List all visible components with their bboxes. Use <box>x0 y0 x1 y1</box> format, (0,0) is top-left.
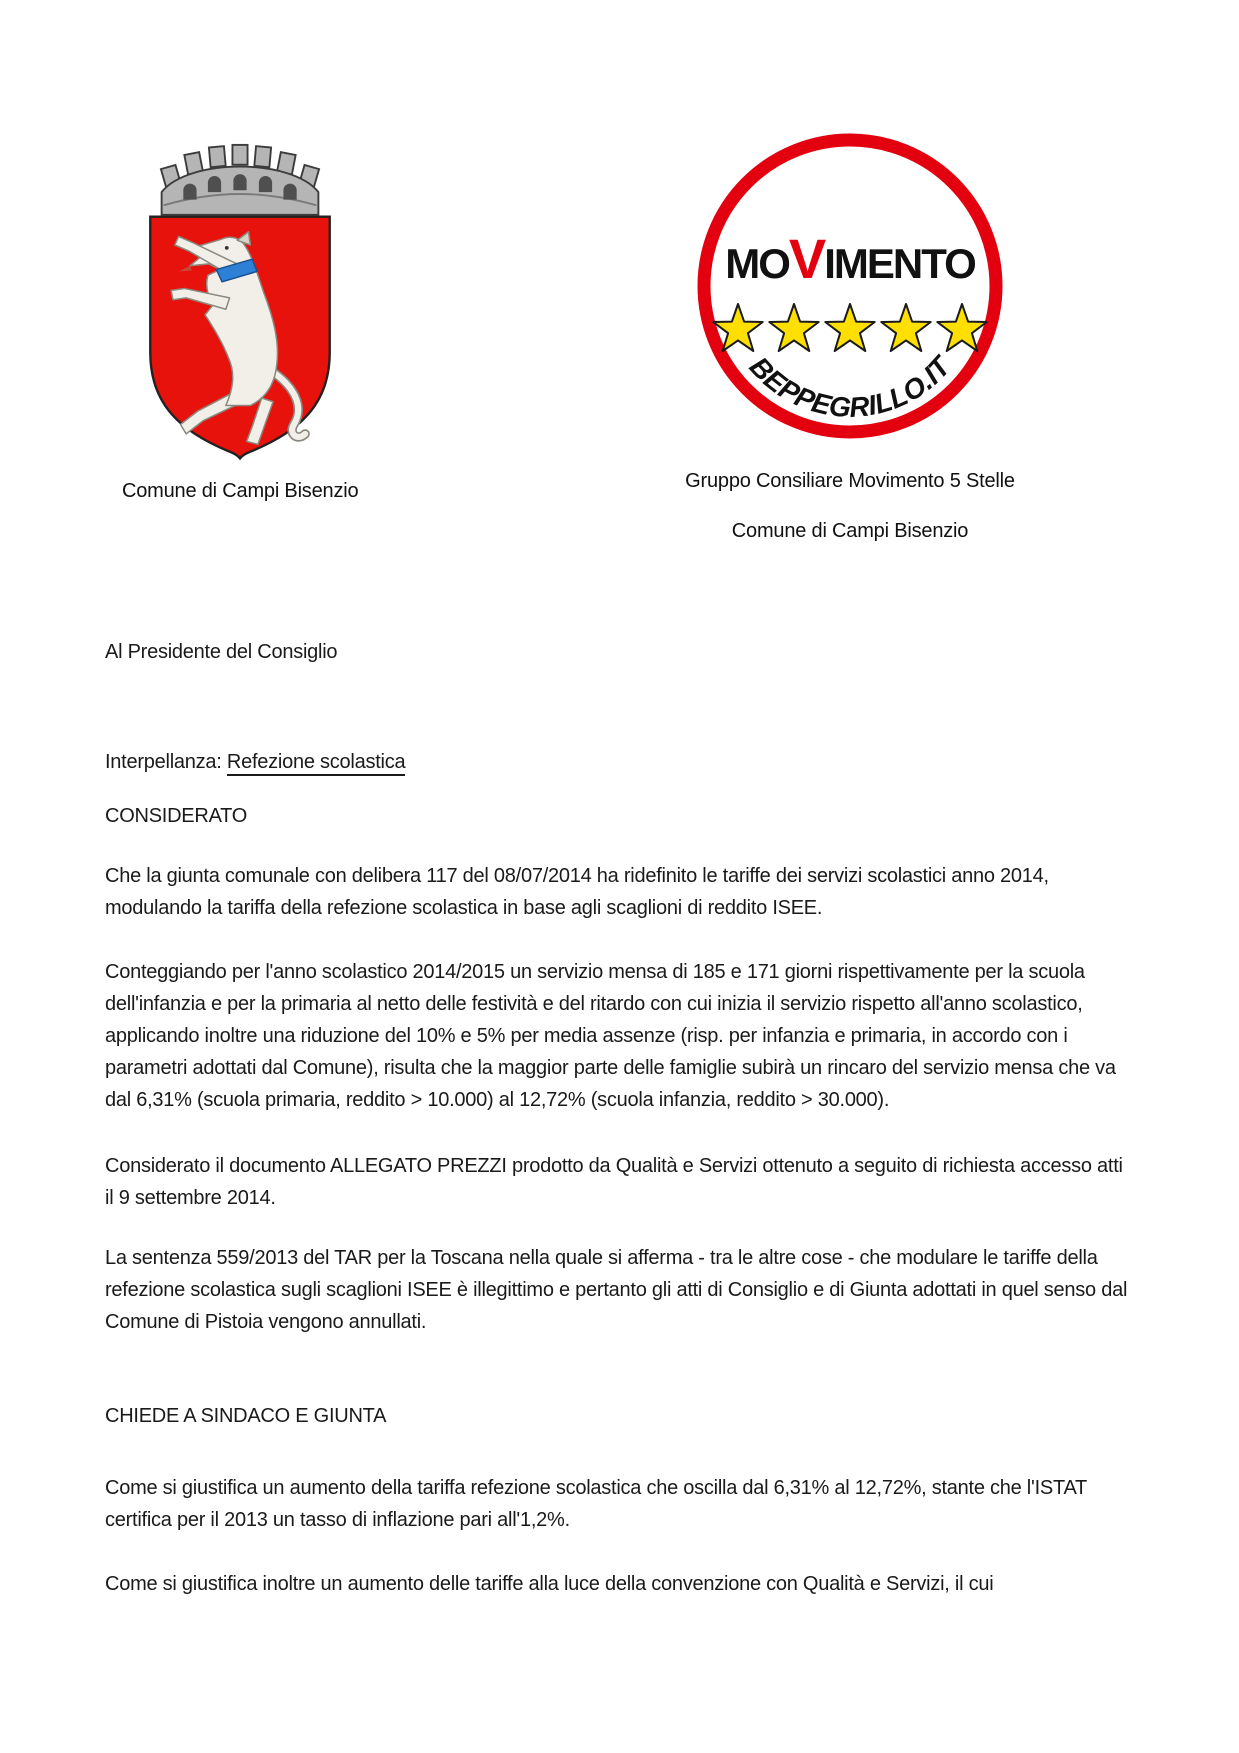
comune-logo-caption: Comune di Campi Bisenzio <box>122 480 359 502</box>
paragraph-allegato-prezzi: Considerato il documento ALLEGATO PREZZI prodotto da Qualità e Servizi ottenuto a seguito di richiesta accesso atti il 9 settembre 2014. <box>105 1155 1123 1209</box>
m5s-text-v: V <box>788 227 825 290</box>
comune-logo-block <box>122 126 358 504</box>
paragraph-domanda-convenzione: Come si giustifica inoltre un aumento delle tariffe alla luce della convenzione con Qualità e Servizi, il cui <box>105 1573 994 1595</box>
document-header <box>0 0 1239 560</box>
recipient-line: Al Presidente del Consiglio <box>105 641 338 663</box>
document-body <box>0 636 1239 1600</box>
m5s-text-imento: IMENTO <box>824 240 975 287</box>
m5s-caption-line1: Gruppo Consiliare Movimento 5 Stelle <box>685 470 1015 492</box>
section-title-considerato: CONSIDERATO <box>105 805 248 827</box>
mural-crown-icon <box>161 145 319 215</box>
m5s-logo-block <box>655 126 1045 544</box>
m5s-text-mo: MO <box>725 240 789 287</box>
m5s-bottom-text: BEPPEGRILLO.IT <box>743 350 957 424</box>
movimento-5-stelle-logo-icon <box>690 126 1010 446</box>
paragraph-conteggio-mensa: Conteggiando per l'anno scolastico 2014/2015 un servizio mensa di 185 e 171 giorni rispettivamente per la scuola dell'infanzia e per la primaria al netto delle festività e del ritardo con cui inizia il servizio rispetto all'anno scolastico, applicando inoltre una riduzione del 10% e 5% per media assenze (risp. per infanzia e primaria, in accordo con i parametri adottati dal Comune), risulta che la maggior parte delle famiglie subirà un rincaro del servizio mensa che va dal 6,31% (scuola primaria, reddito > 10.000) al 12,72% (scuola infanzia, reddito > 30.000). <box>105 961 1116 1111</box>
subject-line <box>105 746 1135 778</box>
comune-campi-bisenzio-coat-of-arms-icon <box>125 126 355 466</box>
subject-value: Refezione scolastica <box>227 751 405 776</box>
m5s-caption-line2: Comune di Campi Bisenzio <box>731 520 969 542</box>
section-title-chiede: CHIEDE A SINDACO E GIUNTA <box>105 1405 387 1427</box>
paragraph-sentenza-tar: La sentenza 559/2013 del TAR per la Toscana nella quale si afferma - tra le altre cose - che modulare le tariffe della refezione scolastica sugli scaglioni ISEE è illegittimo e pertanto gli atti di Consiglio e di Giunta adottati in quel senso dal Comune di Pistoia vengono annullati. <box>105 1247 1128 1333</box>
paragraph-delibera: Che la giunta comunale con delibera 117 del 08/07/2014 ha ridefinito le tariffe dei servizi scolastici anno 2014, modulando la tariffa della refezione scolastica in base agli scaglioni di reddito ISEE. <box>105 865 1049 919</box>
subject-label: Interpellanza: <box>105 751 222 773</box>
paragraph-domanda-aumento: Come si giustifica un aumento della tariffa refezione scolastica che oscilla dal 6,31% al 12,72%, stante che l'ISTAT certifica per il 2013 un tasso di inflazione pari all'1,2%. <box>105 1477 1087 1531</box>
